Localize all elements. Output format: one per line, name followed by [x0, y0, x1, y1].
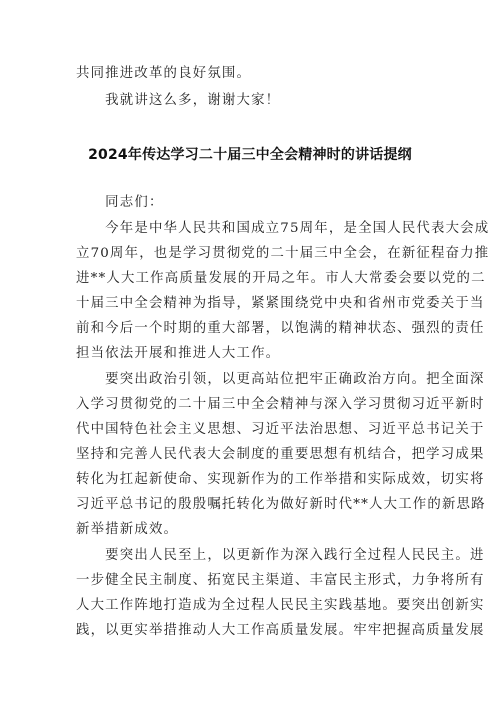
text-line: 要突出人民至上，以更新作为深入践行全过程人民民主。进 [76, 548, 485, 563]
text-line: 前和今后一个时期的重大部署，以饱满的精神状态、强烈的责任 [76, 321, 485, 336]
text-line: 一步健全民主制度、拓宽民主渠道、丰富民主形式，力争将所有 [76, 573, 485, 588]
greeting-line: 同志们： [76, 195, 164, 210]
text-line: 践，以更实举措推动人大工作高质量发展。牢牢把握高质量发展 [76, 623, 485, 638]
text-line: 立70周年，也是学习贯彻党的二十届三中全会，在新征程奋力推 [76, 246, 490, 261]
text-line: 共同推进改革的良好氛围。 [76, 66, 252, 81]
text-line: 进**人大工作高质量发展的开局之年。市人大常委会要以党的二 [76, 271, 486, 286]
text-line: 坚持和完善人民代表大会制度的重要思想有机结合，把学习成果 [76, 447, 485, 462]
closing-line: 我就讲这么多，谢谢大家！ [76, 93, 281, 108]
text-line: 习近平总书记的殷殷嘱托转化为做好新时代**人大工作的新思路 [76, 497, 486, 512]
document-title: 2024年传达学习二十届三中全会精神时的讲话提纲 [88, 147, 412, 163]
text-line: 担当依法开展和推进人大工作。 [76, 346, 281, 361]
text-line: 新举措新成效。 [76, 522, 179, 537]
text-line: 代中国特色社会主义思想、习近平法治思想、习近平总书记关于 [76, 422, 485, 437]
text-line: 入学习贯彻党的二十届三中全会精神与深入学习贯彻习近平新时 [76, 397, 485, 412]
text-line: 要突出政治引领，以更高站位把牢正确政治方向。把全面深 [76, 372, 485, 387]
text-line: 今年是中华人民共和国成立75周年，是全国人民代表大会成 [76, 221, 490, 236]
text-line: 转化为扛起新使命、实现新作为的工作举措和实际成效，切实将 [76, 472, 485, 487]
text-line: 十届三中全会精神为指导，紧紧围绕党中央和省州市党委关于当 [76, 296, 485, 311]
text-line: 人大工作阵地打造成为全过程人民民主实践基地。要突出创新实 [76, 598, 485, 613]
